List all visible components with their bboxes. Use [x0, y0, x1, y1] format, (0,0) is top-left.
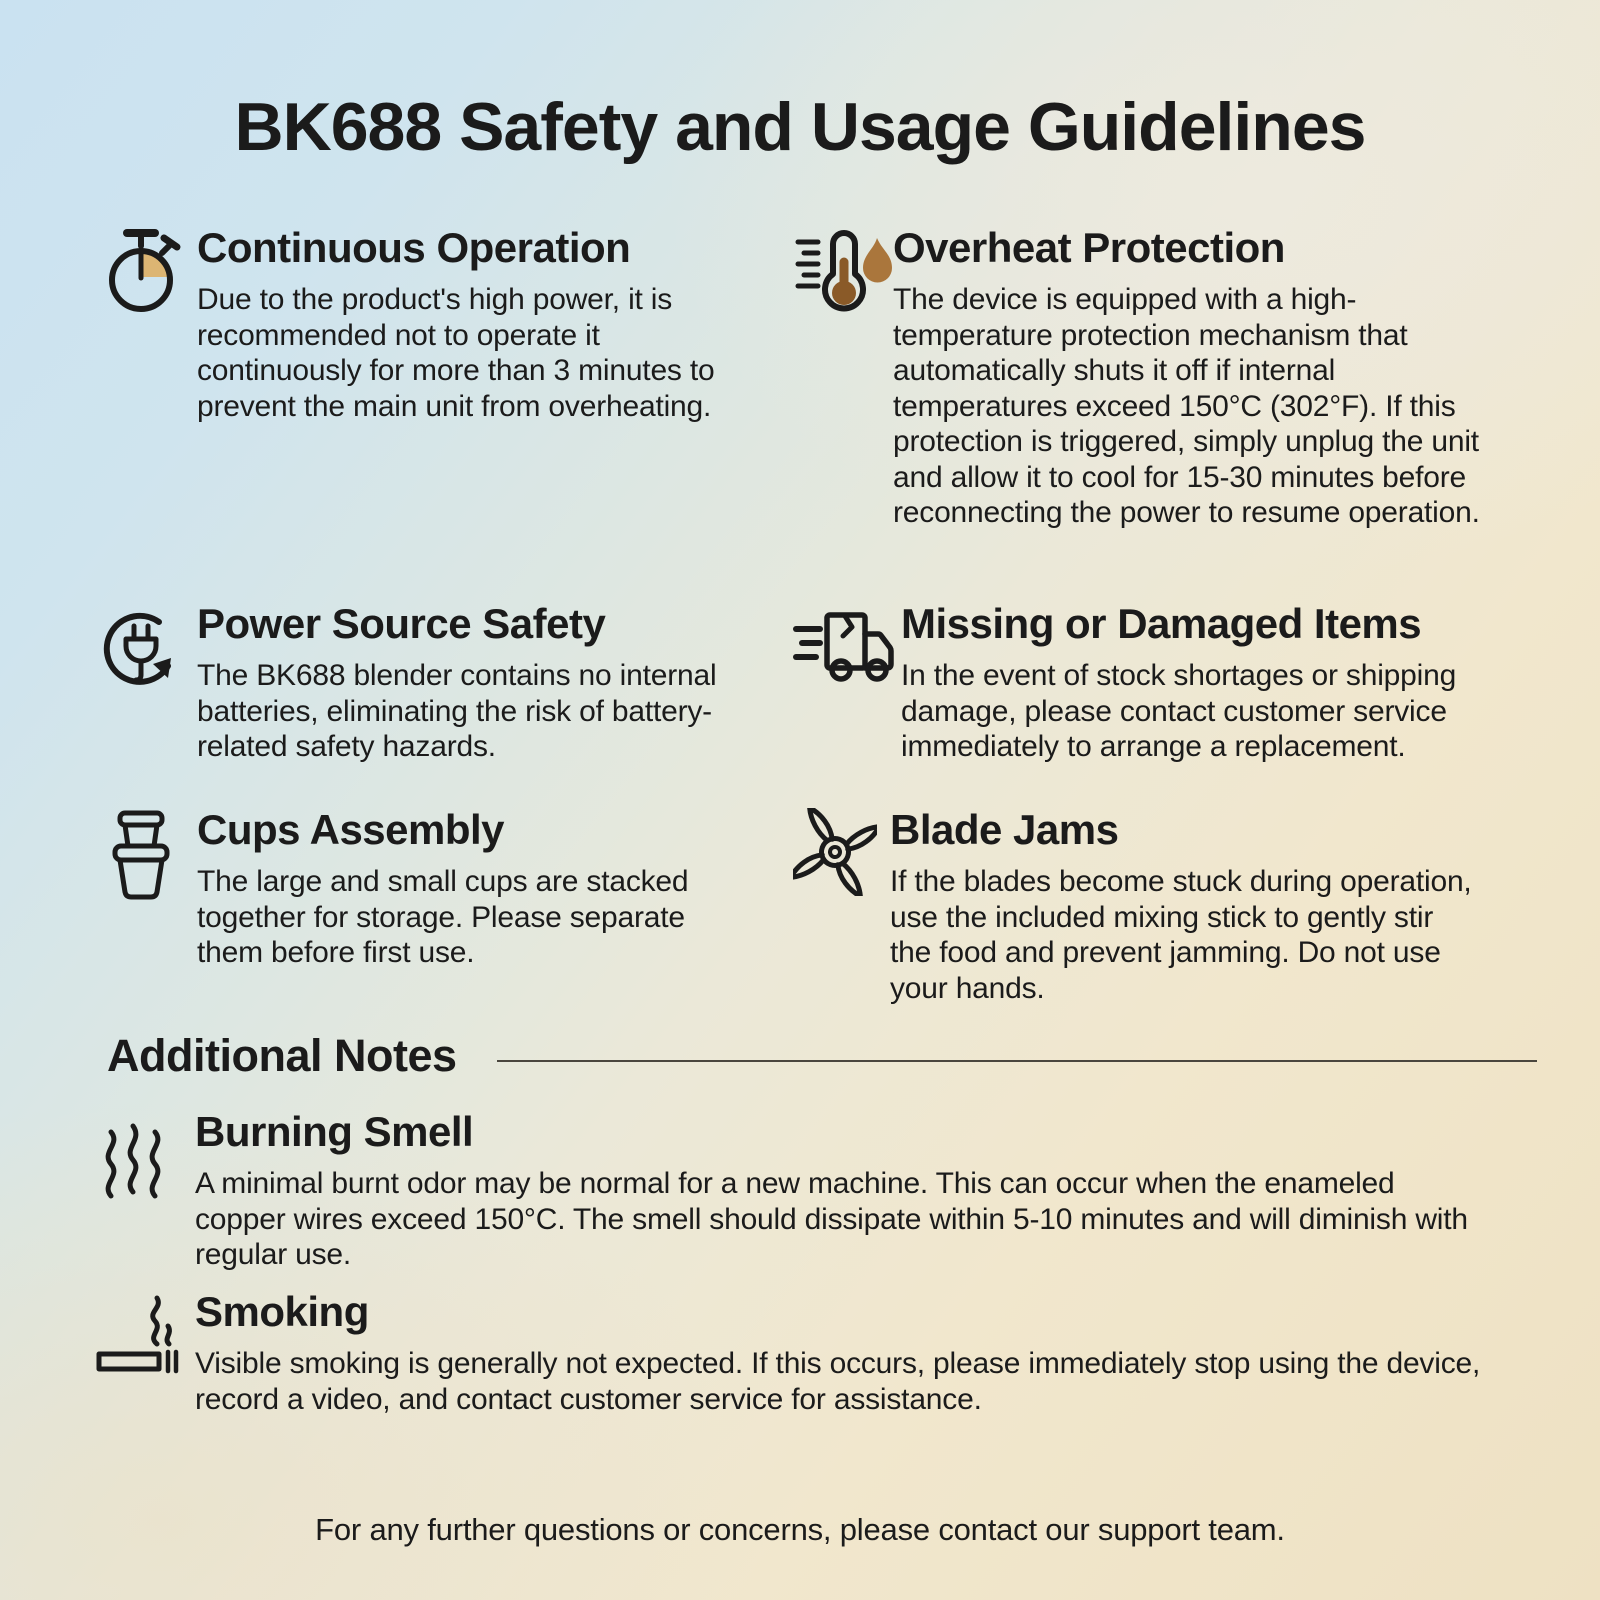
note-body: Visible smoking is generally not expected. If this occurs, please immediately stop using the device, record a video, and contact customer service for assistance. [195, 1347, 1481, 1416]
section-body: If the blades become stuck during operation, use the included mixing stick to gently stir the food and prevent jamming. Do not use your hands. [890, 865, 1472, 1005]
section-overheat-protection [793, 224, 1500, 531]
section-title: Missing or Damaged Items [901, 600, 1422, 647]
additional-notes-title: Additional Notes [107, 1030, 457, 1081]
additional-notes-header [107, 1030, 1537, 1082]
note-body: A minimal burnt odor may be normal for a new machine. This can occur when the enameled copper wires exceed 150°C. The smell should dissipate within 5-10 minutes and will diminish with regular use. [195, 1167, 1468, 1271]
section-body: The device is equipped with a high-temperature protection mechanism that automatically shuts it off if internal temperatures exceed 150°C (302°F). If this protection is triggered, simply unplug the unit and allow it to cool for 15-30 minutes before reconnecting the power to resume operation. [893, 283, 1480, 530]
section-body: Due to the product's high power, it is recommended not to operate it continuously for more than 3 minutes to prevent the main unit from overheating. [197, 283, 715, 423]
section-missing-damaged-items [793, 600, 1500, 765]
note-title: Burning Smell [195, 1108, 474, 1155]
stopwatch-icon [100, 224, 197, 424]
section-title: Overheat Protection [893, 224, 1285, 271]
section-blade-jams [793, 806, 1500, 1006]
section-body: In the event of stock shortages or shipping damage, please contact customer service immediately to arrange a replacement. [901, 659, 1457, 764]
section-title: Continuous Operation [197, 224, 631, 271]
section-title: Blade Jams [890, 806, 1119, 853]
shipping-truck-icon [793, 600, 901, 765]
section-continuous-operation [100, 224, 750, 424]
cigarette-icon [95, 1288, 195, 1417]
footer-support-text: For any further questions or concerns, please contact our support team. [315, 1512, 1285, 1547]
section-title: Cups Assembly [197, 806, 505, 853]
section-cups-assembly [100, 806, 750, 971]
smoke-icon [95, 1108, 195, 1273]
page-title: BK688 Safety and Usage Guidelines [234, 89, 1366, 165]
section-body: The BK688 blender contains no internal batteries, eliminating the risk of battery-related safety hazards. [197, 659, 717, 764]
thermometer-flame-icon [793, 224, 893, 531]
note-title: Smoking [195, 1288, 369, 1335]
horizontal-divider [497, 1060, 1538, 1062]
section-title: Power Source Safety [197, 600, 606, 647]
section-body: The large and small cups are stacked together for storage. Please separate them before first use. [197, 865, 689, 970]
blade-icon [793, 806, 890, 1006]
note-smoking [95, 1288, 1525, 1417]
section-power-source-safety [100, 600, 750, 765]
stacked-cups-icon [100, 806, 197, 971]
note-burning-smell [95, 1108, 1525, 1273]
power-plug-icon [100, 600, 197, 765]
